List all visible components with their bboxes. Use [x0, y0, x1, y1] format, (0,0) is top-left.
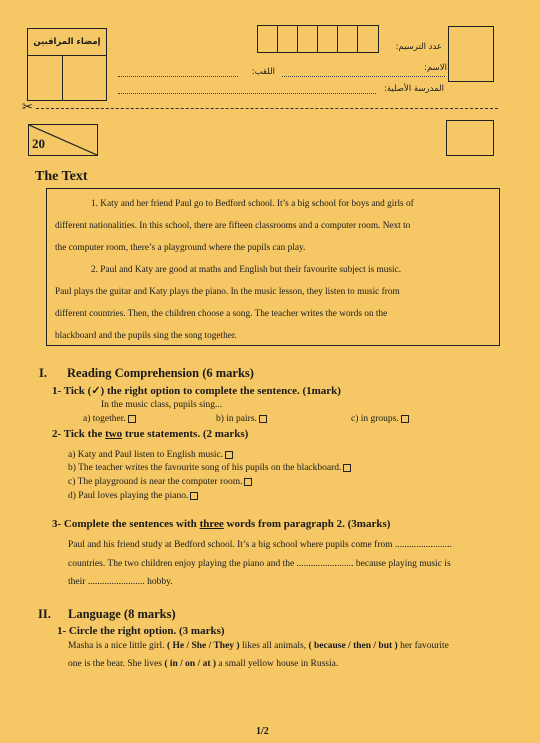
invigilators-label: إمضاء المراقبين [33, 37, 101, 47]
l2-options-preposition[interactable]: ( in / on / at ) [164, 659, 217, 669]
l2-a: one is the bear. She lives [68, 659, 165, 669]
q3-instruction [52, 518, 390, 530]
cut-line [36, 108, 498, 109]
reg-digit-box[interactable] [297, 25, 318, 53]
q2-post: true statements. (2 marks) [122, 428, 249, 440]
q3-post: words from paragraph 2. (3marks) [223, 518, 391, 530]
q2-b-label: b) The teacher writes the favourite song of his pupils on the blackboard. [68, 463, 342, 473]
checkbox-icon[interactable] [244, 478, 252, 486]
part1-number: I. [39, 366, 47, 380]
q2-statement-d[interactable] [68, 491, 198, 501]
reg-digit-box[interactable] [317, 25, 338, 53]
l1-a: Masha is a nice little girl. [68, 641, 167, 651]
l1-options-connector[interactable]: ( because / then / but ) [308, 641, 398, 651]
school-line[interactable] [118, 93, 376, 94]
page-number: 1/2 [256, 726, 269, 737]
text-p2-line3: different countries. Then, the children choose a song. The teacher writes the words on the [55, 309, 388, 319]
reg-digit-box[interactable] [277, 25, 298, 53]
invigilators-box [27, 28, 107, 101]
part2-number: II. [38, 607, 51, 621]
q1-option-a[interactable] [83, 414, 136, 424]
q2-d-label: d) Paul loves playing the piano. [68, 491, 189, 501]
checkbox-icon[interactable] [225, 451, 233, 459]
scissors-icon: ✂ [22, 100, 33, 115]
reg-digit-box[interactable] [337, 25, 358, 53]
q3-line3[interactable]: their ........................ hobby. [68, 577, 173, 587]
score-right-box[interactable] [446, 120, 494, 156]
top-right-box[interactable] [448, 26, 494, 82]
q3-line2[interactable]: countries. The two children enjoy playing the piano and the ........................ because playing music is [68, 559, 451, 569]
q1-option-b-label: b) in pairs. [216, 414, 257, 424]
reg-digit-box[interactable] [257, 25, 278, 53]
score-total: 20 [32, 136, 45, 151]
name-line[interactable] [282, 76, 445, 77]
reading-text-box [46, 188, 500, 346]
q1-option-b[interactable] [216, 414, 267, 424]
score-box [28, 124, 98, 156]
q2-instruction [52, 428, 248, 440]
checkbox-icon[interactable] [401, 415, 409, 423]
text-p2-line2: Paul plays the guitar and Katy plays the piano. In the music lesson, they listen to music from [55, 287, 400, 297]
reg-digit-box[interactable] [357, 25, 379, 53]
q2-statement-b[interactable] [68, 463, 351, 473]
text-p2-line4: blackboard and the pupils sing the song together. [55, 331, 237, 341]
reg-number-label: عدد الترسيم: [395, 42, 442, 52]
q2-statement-a[interactable] [68, 450, 233, 460]
text-title: The Text [35, 169, 88, 184]
language-line2[interactable] [68, 659, 338, 669]
text-p1-line3: the computer room, there’s a playground where the pupils can play. [55, 243, 306, 253]
q3-pre: 3- Complete the sentences with [52, 518, 200, 530]
q2-pre: 2- Tick the [52, 428, 106, 440]
text-p2-line1: 2. Paul and Katy are good at maths and English but their favourite subject is music. [91, 265, 402, 275]
checkbox-icon[interactable] [190, 492, 198, 500]
q1-stem: In the music class, pupils sing... [101, 400, 223, 410]
q2-c-label: c) The playground is near the computer room. [68, 477, 243, 487]
q3-line1[interactable]: Paul and his friend study at Bedford school. It’s a big school where pupils come from ........................ [68, 540, 452, 550]
q2-a-label: a) Katy and Paul listen to English music. [68, 450, 224, 460]
name-label: الاسم: [424, 63, 447, 73]
q3-underlined: three [199, 518, 224, 530]
text-p1-line1: 1. Katy and her friend Paul go to Bedford school. It’s a big school for boys and girls of [91, 199, 414, 209]
q2-statement-c[interactable] [68, 477, 252, 487]
l2-c: a small yellow house in Russia. [216, 659, 339, 669]
part1-title: Reading Comprehension (6 marks) [67, 366, 254, 380]
surname-line[interactable] [118, 76, 238, 77]
q2-underlined: two [105, 428, 123, 440]
text-p1-line2: different nationalities. In this school, there are fifteen classrooms and a computer room. Next to [55, 221, 411, 231]
q1-option-c[interactable] [351, 414, 409, 424]
checkbox-icon[interactable] [128, 415, 136, 423]
l1-c: likes all animals, [239, 641, 309, 651]
checkbox-icon[interactable] [343, 464, 351, 472]
registration-number-boxes[interactable] [257, 25, 383, 53]
checkbox-icon[interactable] [259, 415, 267, 423]
surname-label: اللقب: [251, 67, 275, 77]
q1-option-a-label: a) together. [83, 414, 126, 424]
l1-options-pronoun[interactable]: ( He / She / They ) [166, 641, 240, 651]
l1-e: her favourite [397, 641, 449, 651]
q1-instruction: 1- Tick (✓) the right option to complete the sentence. (1mark) [52, 385, 341, 397]
q1-option-c-label: c) in groups. [351, 414, 399, 424]
invigilator-cells [28, 55, 106, 100]
language-q1-instruction: 1- Circle the right option. (3 marks) [57, 625, 225, 637]
part2-title: Language (8 marks) [68, 607, 176, 621]
school-label: المدرسة الأصلية: [383, 84, 444, 94]
invigilator-cell-divider [62, 56, 63, 100]
language-line1[interactable] [68, 641, 449, 651]
